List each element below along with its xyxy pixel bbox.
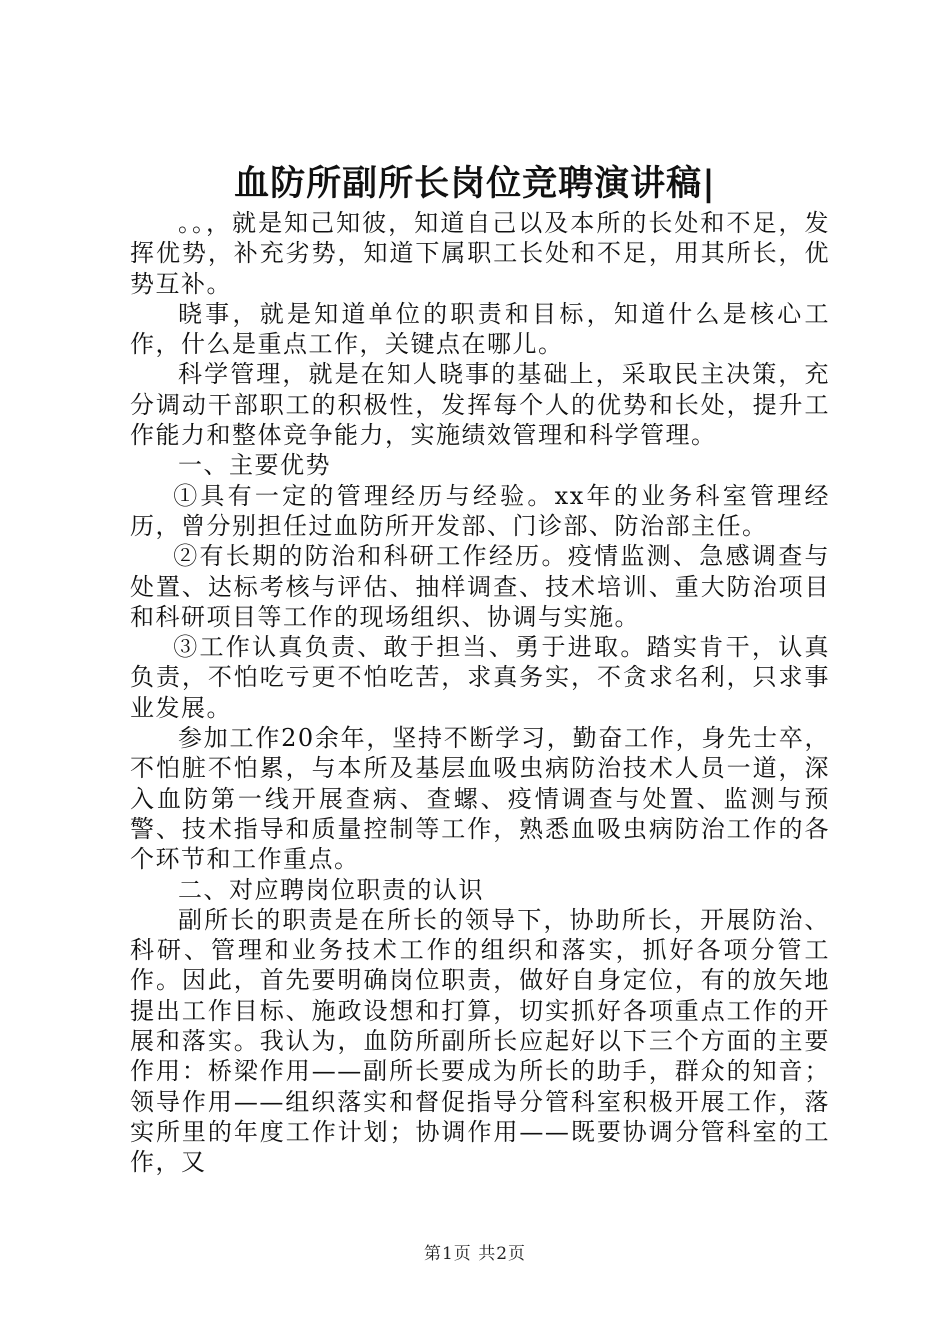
paragraph-work-experience: 参加工作20余年，坚持不断学习，勤奋工作，身先士卒，不怕脏不怕累，与本所及基层血吸虫病防治技术人员一道，深入血防第一线开展查病、查螺、疫情调查与处置、监测与预警、技术指导和质量控制等工作，熟悉血吸虫病防治工作的各个环节和工作重点。	[130, 724, 830, 874]
section-heading-responsibilities: 二、对应聘岗位职责的认识	[178, 875, 484, 904]
paragraph-kexue-guanli: 科学管理，就是在知人晓事的基础上，采取民主决策，充分调动干部职工的积极性，发挥每个人的优势和长处，提升工作能力和整体竞争能力，实施绩效管理和科学管理。	[130, 360, 830, 450]
paragraph-zhiren: 。。，就是知己知彼，知道自己以及本所的长处和不足，发挥优势，补充劣势，知道下属职工长处和不足，用其所长，优势互补。	[130, 209, 830, 298]
list-item-advantage-1: ①具有一定的管理经历与经验。xx年的业务科室管理经历，曾分别担任过血防所开发部、门诊部、防治部主任。	[130, 481, 830, 540]
document-body	[130, 208, 830, 1178]
paragraph-responsibilities: 副所长的职责是在所长的领导下，协助所长，开展防治、科研、管理和业务技术工作的组织和落实，抓好各项分管工作。因此，首先要明确岗位职责，做好自身定位，有的放矢地提出工作目标、施政设想和打算，切实抓好各项重点工作的开展和落实。我认为，血防所副所长应起好以下三个方面的主要作用：桥梁作用——副所长要成为所长的助手，群众的知音；领导作用——组织落实和督促指导分管科室积极开展工作，落实所里的年度工作计划；协调作用——既要协调分管科室的工作，又	[130, 905, 830, 1177]
list-item-advantage-2: ②有长期的防治和科研工作经历。疫情监测、急感调查与处置、达标考核与评估、抽样调查、技术培训、重大防治项目和科研项目等工作的现场组织、协调与实施。	[130, 542, 830, 631]
list-item-advantage-3: ③工作认真负责、敢于担当、勇于进取。踏实肯干，认真负责，不怕吃亏更不怕吃苦，求真务实，不贪求名利，只求事业发展。	[130, 633, 830, 722]
document-title: 血防所副所长岗位竞聘演讲稿|	[234, 163, 716, 204]
paragraph-xiaoshi: 晓事，就是知道单位的职责和目标，知道什么是核心工作，什么是重点工作，关键点在哪儿。	[130, 299, 830, 359]
page-footer: 第1页 共2页	[423, 1244, 527, 1264]
section-heading-advantages: 一、主要优势	[178, 451, 331, 480]
